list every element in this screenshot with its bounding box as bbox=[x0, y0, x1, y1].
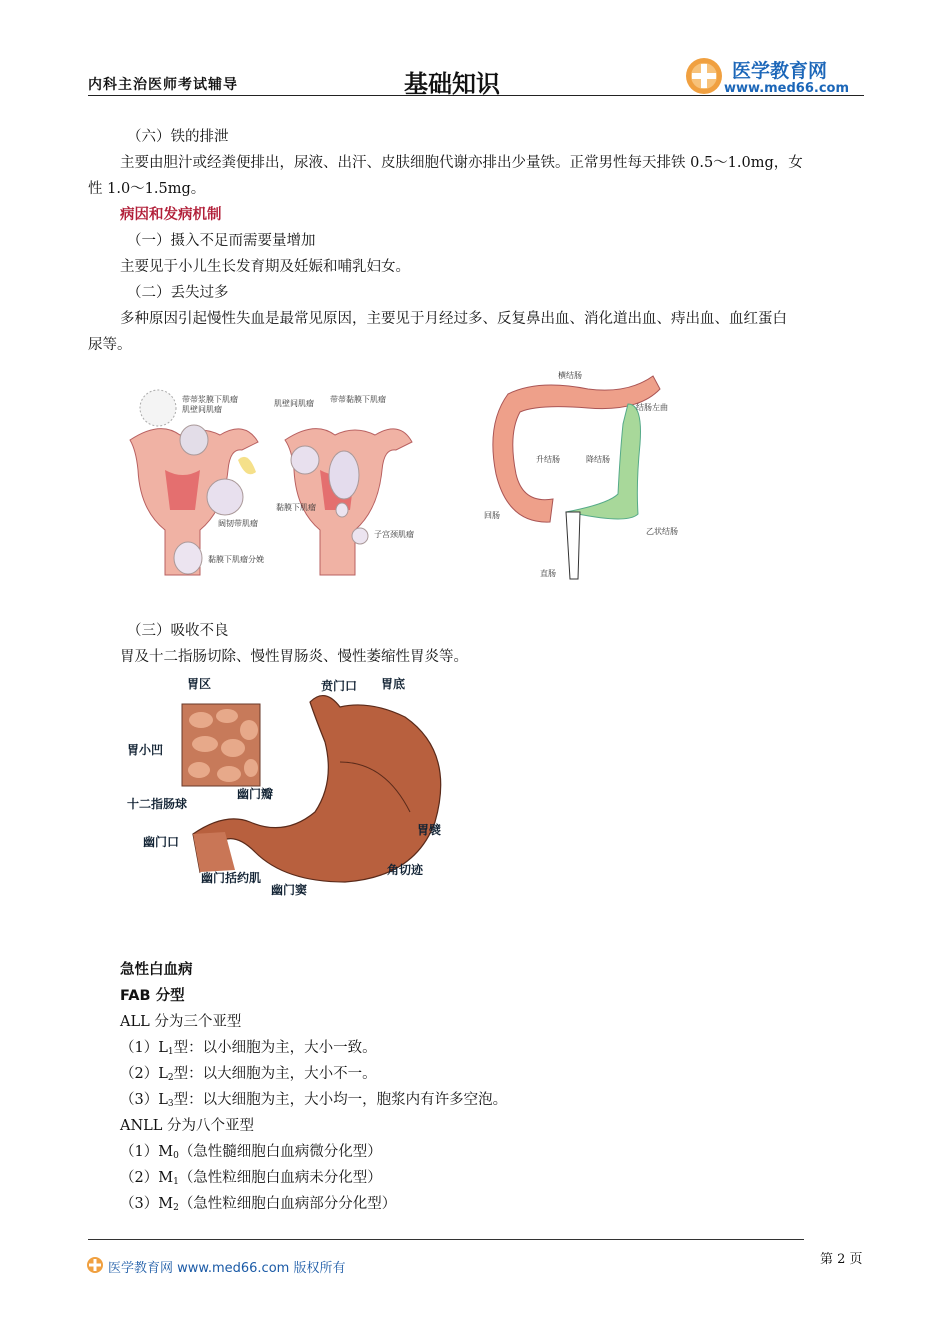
subheading: （三）吸收不良 bbox=[127, 623, 229, 639]
label-text: 幽门窦 bbox=[271, 883, 308, 897]
uterine-fibroid-figure bbox=[120, 380, 420, 585]
logo-url: www.med66.com bbox=[724, 81, 850, 96]
label-text: 角切迹 bbox=[387, 863, 424, 877]
label-text: 结肠左曲 bbox=[636, 403, 668, 412]
label-text: 横结肠 bbox=[558, 371, 582, 380]
paragraph-line: ANLL 分为八个亚型 bbox=[120, 1118, 255, 1134]
list-item: $(2)M_1$（急性粒细胞白血病未分化型） bbox=[120, 1170, 382, 1187]
paragraph-line: ALL 分为三个亚型 bbox=[120, 1014, 242, 1030]
label-text: 黏膜下肌瘤 bbox=[276, 503, 316, 512]
paragraph-line: 主要见于小儿生长发育期及妊娠和哺乳妇女。 bbox=[120, 259, 410, 275]
list-item: $(1)L_1$型：以小细胞为主，大小一致。 bbox=[120, 1040, 377, 1057]
label-text: 胃襞 bbox=[417, 823, 442, 837]
section-heading: 急性白血病 bbox=[120, 962, 193, 978]
page-title: 基础知识 bbox=[404, 70, 500, 98]
paragraph-line: 尿等。 bbox=[88, 337, 132, 353]
logo-cross-icon bbox=[684, 56, 724, 96]
label-text: 黏膜下肌瘤分娩 bbox=[208, 555, 264, 564]
list-item: $(3)M_2$（急性粒细胞白血病部分分化型） bbox=[120, 1196, 397, 1213]
subheading: （一）摄入不足而需要量增加 bbox=[127, 233, 316, 249]
colon-figure bbox=[478, 364, 708, 589]
label-text: 幽门瓣 bbox=[237, 787, 274, 801]
footer-logo-icon bbox=[86, 1256, 104, 1274]
section-heading-red: 病因和发病机制 bbox=[120, 207, 222, 223]
label-text: 带蒂黏膜下肌瘤 bbox=[330, 395, 386, 404]
label-text: 乙状结肠 bbox=[646, 527, 678, 536]
label-text: 降结肠 bbox=[586, 455, 610, 464]
stomach-figure bbox=[125, 672, 460, 902]
label-text: 胃区 bbox=[187, 677, 212, 691]
label-text: 阔韧带肌瘤 bbox=[218, 519, 258, 528]
section-heading: （六）铁的排泄 bbox=[127, 129, 229, 145]
label-text: 直肠 bbox=[540, 569, 556, 578]
list-item: $(3)L_3$型：以大细胞为主，大小均一，胞浆内有许多空泡。 bbox=[120, 1092, 508, 1109]
paragraph-line: 胃及十二指肠切除、慢性胃肠炎、慢性萎缩性胃炎等。 bbox=[120, 649, 468, 665]
label-text: 胃小凹 bbox=[127, 743, 164, 757]
label-text: 肌壁间肌瘤 bbox=[182, 405, 222, 414]
label-text: 子宫颈肌瘤 bbox=[374, 530, 414, 539]
page-number: 第 2 页 bbox=[820, 1252, 863, 1267]
label-text: 回肠 bbox=[484, 511, 500, 520]
footer-text: 医学教育网 www.med66.com 版权所有 bbox=[108, 1261, 346, 1276]
paragraph-line: 性 1.0～1.5mg。 bbox=[88, 181, 206, 197]
label-text: 升结肠 bbox=[536, 455, 560, 464]
label-text: 幽门括约肌 bbox=[201, 871, 262, 885]
header-subject: 内科主治医师考试辅导 bbox=[88, 77, 238, 93]
subheading: FAB 分型 bbox=[120, 988, 185, 1004]
label-text: 幽门口 bbox=[143, 835, 180, 849]
label-text: 肌壁间肌瘤 bbox=[274, 399, 314, 408]
list-item: $(2)L_2$型：以大细胞为主，大小不一。 bbox=[120, 1066, 377, 1083]
header-divider bbox=[88, 95, 864, 96]
label-text: 贲门口 bbox=[321, 679, 358, 693]
label-text: 胃底 bbox=[381, 677, 406, 691]
logo-text: 医学教育网 bbox=[732, 60, 828, 82]
label-text: 十二指肠球 bbox=[127, 797, 188, 811]
footer-divider bbox=[88, 1239, 804, 1240]
paragraph-line: 主要由胆汁或经粪便排出，尿液、出汗、皮肤细胞代谢亦排出少量铁。正常男性每天排铁 0.5～1.0mg，女 bbox=[120, 155, 803, 171]
subheading: （二）丢失过多 bbox=[127, 285, 229, 301]
list-item: $(1)M_0$（急性髓细胞白血病微分化型） bbox=[120, 1144, 382, 1161]
paragraph-line: 多种原因引起慢性失血是最常见原因，主要见于月经过多、反复鼻出血、消化道出血、痔出血、血红蛋白 bbox=[120, 311, 787, 327]
label-text: 带蒂浆膜下肌瘤 bbox=[182, 395, 238, 404]
